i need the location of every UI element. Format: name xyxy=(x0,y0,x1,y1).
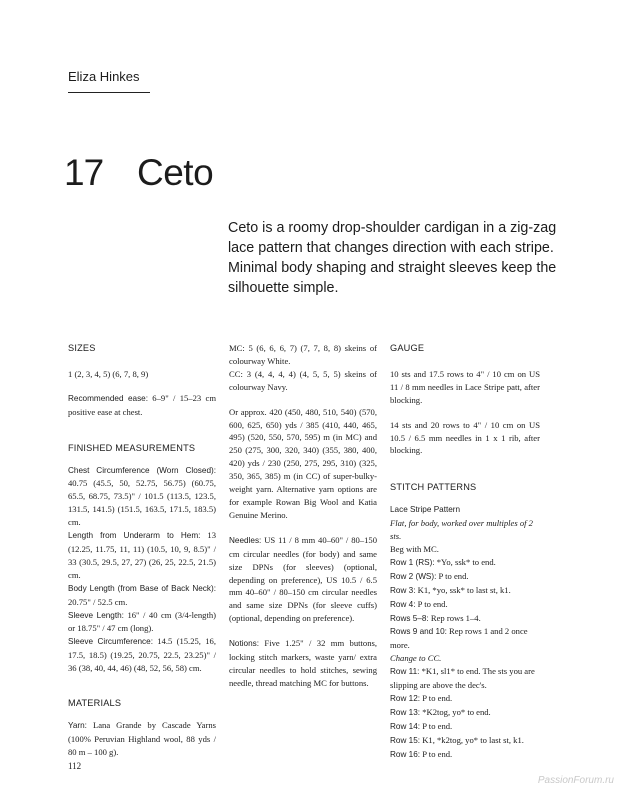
watermark: PassionForum.ru xyxy=(537,775,614,786)
row-label: Row 2 (WS): xyxy=(390,571,437,581)
cc-paragraph: CC: 3 (4, 4, 4, 4) (4, 5, 5, 5) skeins of colourway Navy. xyxy=(229,368,377,392)
stitch-heading: STITCH PATTERNS xyxy=(390,482,477,493)
begin-mc: Beg with MC. xyxy=(390,543,439,554)
sleeve-length-paragraph xyxy=(68,609,216,636)
pattern-row xyxy=(390,625,540,652)
ease-label: Recommended ease: xyxy=(68,393,148,403)
row-label: Row 11: xyxy=(390,667,420,677)
body-length-text: 20.75" / 52.5 cm. xyxy=(68,596,128,607)
sleeve-circ-label: Sleeve Circumference: xyxy=(68,637,153,647)
row-text: *K1, sl1* to end. The sts you are slipping are above the dec's. xyxy=(390,666,535,691)
row-text: *Yo, ssk* to end. xyxy=(434,556,496,567)
pattern-row xyxy=(390,598,540,612)
chest-paragraph xyxy=(68,464,216,530)
row-list-mc xyxy=(390,556,540,652)
column-right xyxy=(390,342,540,761)
row-label: Row 1 (RS): xyxy=(390,557,435,567)
column-left xyxy=(68,342,216,759)
change-to-cc: Change to CC. xyxy=(390,653,442,664)
row-text: Rep rows 1 and 2 once more. xyxy=(390,626,528,651)
lace-pattern-subtitle: Flat, for body, worked over multiples of 2 sts. xyxy=(390,518,533,542)
row-label: Row 15: xyxy=(390,735,421,745)
row-text: *K2tog, yo* to end. xyxy=(420,706,491,717)
pattern-row xyxy=(390,570,540,584)
row-text: P to end. xyxy=(420,692,453,703)
approx-paragraph: Or approx. 420 (450, 480, 510, 540) (570, 600, 625, 650) yds / 385 (410, 440, 465, 495) (520, 550, 570, 595) m (in MC) and 250 (275, 300, 320, 340) (355, 380, 400, 420) yds / 230 (250, 275, 295, 310) (325, 350, 365, 385) m (in CC) of super-bulky-weight yarn. Alternative yarn options are for example Rowan Big Wool and Katia Genuine Merino. xyxy=(229,406,377,520)
row-list-cc xyxy=(390,665,540,761)
yarn-paragraph xyxy=(68,719,216,759)
chest-label: Chest Circumference (Worn Closed): xyxy=(68,465,216,475)
row-text: K1, *yo, ssk* to last st, k1. xyxy=(415,584,511,595)
body-length-paragraph xyxy=(68,582,216,609)
sleeve-length-label: Sleeve Length: xyxy=(68,610,124,620)
pattern-row xyxy=(390,612,540,626)
mc-paragraph: MC: 5 (6, 6, 6, 7) (7, 7, 8, 8) skeins of colourway White. xyxy=(229,343,377,366)
sizes-values: 1 (2, 3, 4, 5) (6, 7, 8, 9) xyxy=(68,368,149,379)
row-text: P to end. xyxy=(415,598,448,609)
row-text: Rep rows 1–4. xyxy=(428,612,481,623)
needles-paragraph xyxy=(229,534,377,625)
row-label: Row 4: xyxy=(390,599,416,609)
row-text: P to end. xyxy=(420,720,453,731)
materials-heading: MATERIALS xyxy=(68,698,122,709)
sizes-heading: SIZES xyxy=(68,343,96,353)
underarm-text: 13 (12.25, 11.75, 11, 11) (10.5, 10, 9, 8.5)" / 33 (30.5, 29.5, 27, 27) (26, 25, 22.5, 21.5) cm. xyxy=(68,530,216,580)
yarn-label: Yarn: xyxy=(68,720,87,730)
row-label: Row 16: xyxy=(390,749,421,759)
pattern-row xyxy=(390,748,540,762)
needles-text: US 11 / 8 mm 40–60" / 80–150 cm circular needles (for body) and same size DPNs (for sleeves) (optional, depending on preference), US 10.5 / 6.5 mm 40–60" / 80–150 cm circular needles and same size DPNs (for sleeve cuffs) (optional, depending on preference). xyxy=(229,534,377,624)
chapter-number: 17 xyxy=(64,152,104,193)
gauge-rib: 14 sts and 20 rows to 4" / 10 cm on US 10.5 / 6.5 mm needles in 1 x 1 rib, after blocking. xyxy=(390,419,540,456)
row-label: Row 3: xyxy=(390,585,416,595)
body-length-label: Body Length (from Base of Back Neck): xyxy=(68,583,216,593)
gauge-heading: GAUGE xyxy=(390,343,425,353)
row-label: Rows 9 and 10: xyxy=(390,627,447,637)
pattern-row xyxy=(390,734,540,748)
pattern-row xyxy=(390,720,540,734)
row-label: Row 12: xyxy=(390,693,421,703)
chapter-title: Ceto xyxy=(137,152,214,193)
notions-text: Five 1.25" / 32 mm buttons, locking stitch markers, waste yarn/ extra circular needles to hold stitches, sewing needle, thread matching MC for buttons. xyxy=(229,638,377,688)
sleeve-circ-paragraph xyxy=(68,635,216,675)
author-name: Eliza Hinkes xyxy=(68,69,140,84)
lace-pattern-title: Lace Stripe Pattern xyxy=(390,505,461,515)
underarm-paragraph xyxy=(68,529,216,582)
author-underline xyxy=(68,92,150,93)
needles-label: Needles: xyxy=(229,535,262,545)
page-number: 112 xyxy=(68,761,82,771)
sleeve-length-text: 16" / 40 cm (3/4-length) or 18.75" / 47 cm (long). xyxy=(68,609,216,634)
notions-label: Notions: xyxy=(229,639,260,649)
intro-paragraph: Ceto is a roomy drop-shoulder cardigan in a zig-zag lace pattern that changes direction with each stripe. Minimal body shaping and straight sleeves keep the silhouette simple. xyxy=(228,220,557,296)
pattern-row xyxy=(390,556,540,570)
row-text: K1, *k2tog, yo* to last st, k1. xyxy=(420,734,524,745)
notions-paragraph xyxy=(229,637,377,690)
chest-text: 40.75 (45.5, 50, 52.75, 56.75) (60.75, 65.5, 68.75, 73.5)" / 101.5 (113.5, 123.5, 131.5, 141.5) (151.5, 163.5, 171.5, 183.5) cm. xyxy=(68,478,216,528)
row-label: Row 13: xyxy=(390,707,421,717)
sleeve-circ-text: 14.5 (15.25, 16, 17.5, 18.5) (19.25, 20.75, 22.5, 23.25)" / 36 (38, 40, 44, 46) (48, 52, 56, 58) cm. xyxy=(68,636,216,674)
gauge-lace: 10 sts and 17.5 rows to 4" / 10 cm on US 11 / 8 mm needles in Lace Stripe patt, after blocking. xyxy=(390,368,540,405)
pattern-row xyxy=(390,692,540,706)
row-label: Rows 5–8: xyxy=(390,613,429,623)
ease-paragraph xyxy=(68,392,216,419)
pattern-row xyxy=(390,665,540,692)
row-label: Row 14: xyxy=(390,721,421,731)
row-text: P to end. xyxy=(436,570,469,581)
finished-heading: FINISHED MEASUREMENTS xyxy=(68,442,196,453)
column-middle xyxy=(229,342,377,690)
yarn-text: Lana Grande by Cascade Yarns (100% Peruvian Highland wool, 88 yds / 80 m – 100 g). xyxy=(68,719,216,757)
row-text: P to end. xyxy=(420,748,453,759)
underarm-label: Length from Underarm to Hem: xyxy=(68,531,201,541)
pattern-row xyxy=(390,706,540,720)
pattern-row xyxy=(390,584,540,598)
ease-text: 6–9" / 15–23 cm positive ease at chest. xyxy=(68,392,217,417)
